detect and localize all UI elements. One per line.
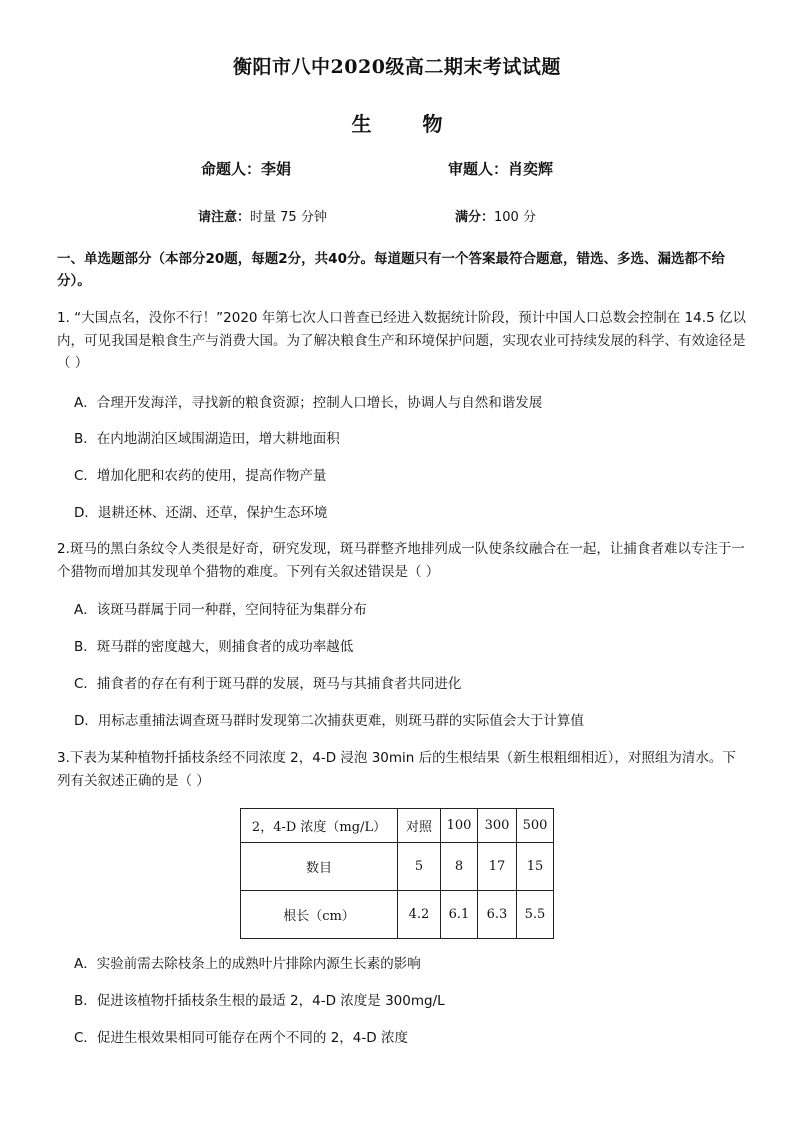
- question-2-stem: 2.斑马的黑白条纹令人类很是好奇，研究发现，斑马群整齐地排列成一队使条纹融合在一起，让捕食者难以专注于一个猎物而增加其发现单个猎物的难度。下列有关叙述错误是（ ）: [57, 541, 745, 580]
- table-cell: 15: [517, 843, 554, 891]
- table-header-cell: 500: [517, 809, 554, 843]
- table-header-cell: 100: [441, 809, 478, 843]
- subject-title: 生 物: [351, 112, 465, 136]
- table-header-row: [241, 809, 554, 843]
- question-2-option-b: B．斑马群的密度越大，则捕食者的成功率越低: [74, 639, 354, 655]
- table-header-cell: 对照: [398, 809, 441, 843]
- question-3-option-b: B．促进该植物扦插枝条生根的最适 2，4-D 浓度是 300mg/L: [74, 993, 445, 1009]
- question-2-option-d: D．用标志重捕法调查斑马群时发现第二次捕获更难，则斑马群的实际值会大于计算值: [74, 713, 584, 729]
- score-label: 满分：: [455, 210, 495, 225]
- time-note: [198, 206, 327, 225]
- question-2-option-c: C．捕食者的存在有利于斑马群的发展，斑马与其捕食者共同进化: [74, 676, 462, 692]
- table-cell: 数目: [241, 843, 398, 891]
- rooting-data-table: [240, 808, 554, 939]
- table-cell: 6.1: [441, 891, 478, 939]
- table-cell: 4.2: [398, 891, 441, 939]
- table-row: [241, 843, 554, 891]
- question-1-option-c: C．增加化肥和农药的使用，提高作物产量: [74, 468, 327, 484]
- question-1-option-d: D．退耕还林、还湖、还草，保护生态环境: [74, 505, 328, 521]
- question-3-option-c: C．促进生根效果相同可能存在两个不同的 2，4-D 浓度: [74, 1030, 408, 1046]
- table-cell: 5: [398, 843, 441, 891]
- table-cell: 8: [441, 843, 478, 891]
- table-header-cell: 2，4-D 浓度（mg/L）: [241, 809, 398, 843]
- note-label: 请注意：: [198, 210, 251, 225]
- table-header-cell: 300: [478, 809, 517, 843]
- author-label: 命题人：李娟: [201, 160, 292, 178]
- table-cell: 6.3: [478, 891, 517, 939]
- table-cell: 根长（cm）: [241, 891, 398, 939]
- score-note: [455, 206, 536, 225]
- question-3-option-a: A．实验前需去除枝条上的成熟叶片排除内源生长素的影响: [74, 956, 421, 972]
- section-heading: 一、单选题部分（本部分20题，每题2分，共40分。每道题只有一个答案最符合题意，错选、多选、漏选都不给分）。: [57, 251, 725, 289]
- reviewer-label: 审题人：肖奕辉: [448, 160, 554, 178]
- score-value: 100 分: [494, 210, 536, 225]
- exam-title: 衡阳市八中2020级高二期末考试试题: [233, 56, 561, 78]
- table-cell: 17: [478, 843, 517, 891]
- question-1-option-b: B．在内地湖泊区域围湖造田，增大耕地面积: [74, 431, 340, 447]
- table-cell: 5.5: [517, 891, 554, 939]
- question-3-stem: 3.下表为某种植物扦插枝条经不同浓度 2，4-D 浸泡 30min 后的生根结果（新生根粗细相近），对照组为清水。下列有关叙述正确的是（ ）: [57, 750, 736, 789]
- note-value: 时量 75 分钟: [250, 210, 327, 225]
- question-2-option-a: A．该斑马群属于同一种群，空间特征为集群分布: [74, 602, 367, 618]
- question-1-option-a: A．合理开发海洋，寻找新的粮食资源；控制人口增长，协调人与自然和谐发展: [74, 395, 543, 411]
- question-1-stem: 1. “大国点名，没你不行！”2020 年第七次人口普查已经进入数据统计阶段，预计中国人口总数会控制在 14.5 亿以内，可见我国是粮食生产与消费大国。为了解决粮食生产和环境保护问题，实现农业可持续发展的科学、有效途径是（ ）: [57, 310, 746, 371]
- table-row: [241, 891, 554, 939]
